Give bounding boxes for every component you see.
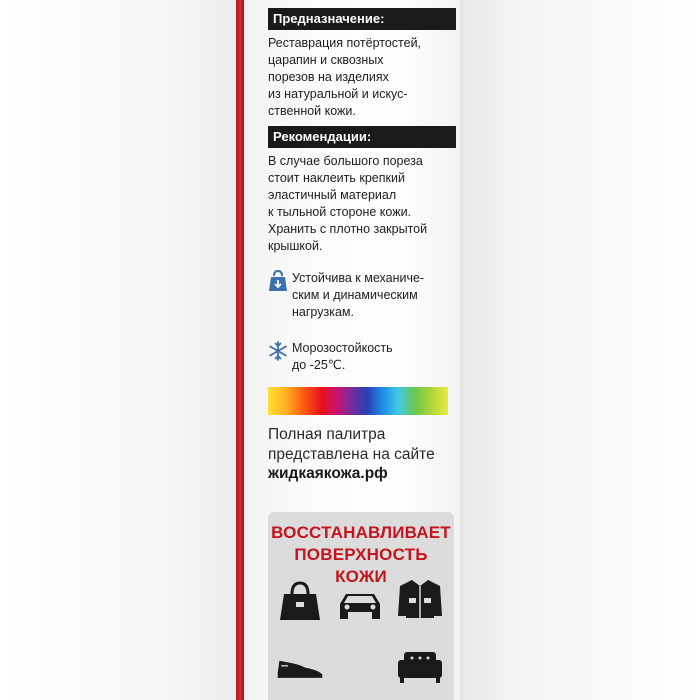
- sofa-icon: [396, 644, 444, 686]
- recommendations-header: Рекомендации:: [268, 126, 456, 148]
- jacket-icon: [396, 578, 444, 620]
- red-edge-strip: [236, 0, 244, 700]
- snowflake-icon: [268, 340, 288, 362]
- car-icon: [336, 582, 384, 624]
- color-spectrum: [268, 387, 448, 415]
- website-link[interactable]: жидкаякожа.рф: [268, 465, 388, 482]
- shoe-icon: [276, 644, 324, 686]
- feature-mechanical: [268, 270, 460, 320]
- handbag-icon: [276, 580, 324, 622]
- weight-icon: [268, 270, 288, 292]
- feature-frost: [268, 340, 460, 390]
- restore-block: [268, 512, 454, 700]
- info-panel: [244, 0, 461, 700]
- palette-text: Полная палитра представлена на сайте: [268, 426, 435, 463]
- box-left-side: [0, 0, 236, 700]
- feature-frost-text: Морозостойкость до -25℃.: [292, 341, 393, 372]
- recommendations-text: В случае большого пореза стоит наклеить крепкий эластичный материал к тыльной стороне кожи. Хранить с плотно закрытой крышкой.: [268, 154, 428, 253]
- purpose-text: Реставрация потёртостей, царапин и сквозных порезов на изделиях из натуральной и искус- ственной кожи.: [268, 36, 422, 118]
- feature-mechanical-text: Устойчива к механиче- ским и динамическим нагрузкам.: [292, 271, 425, 319]
- purpose-header: Предназначение:: [268, 8, 456, 30]
- restore-title: ВОССТАНАВЛИВАЕТ ПОВЕРХНОСТЬ КОЖИ: [271, 523, 451, 586]
- box-right-side: [460, 0, 700, 700]
